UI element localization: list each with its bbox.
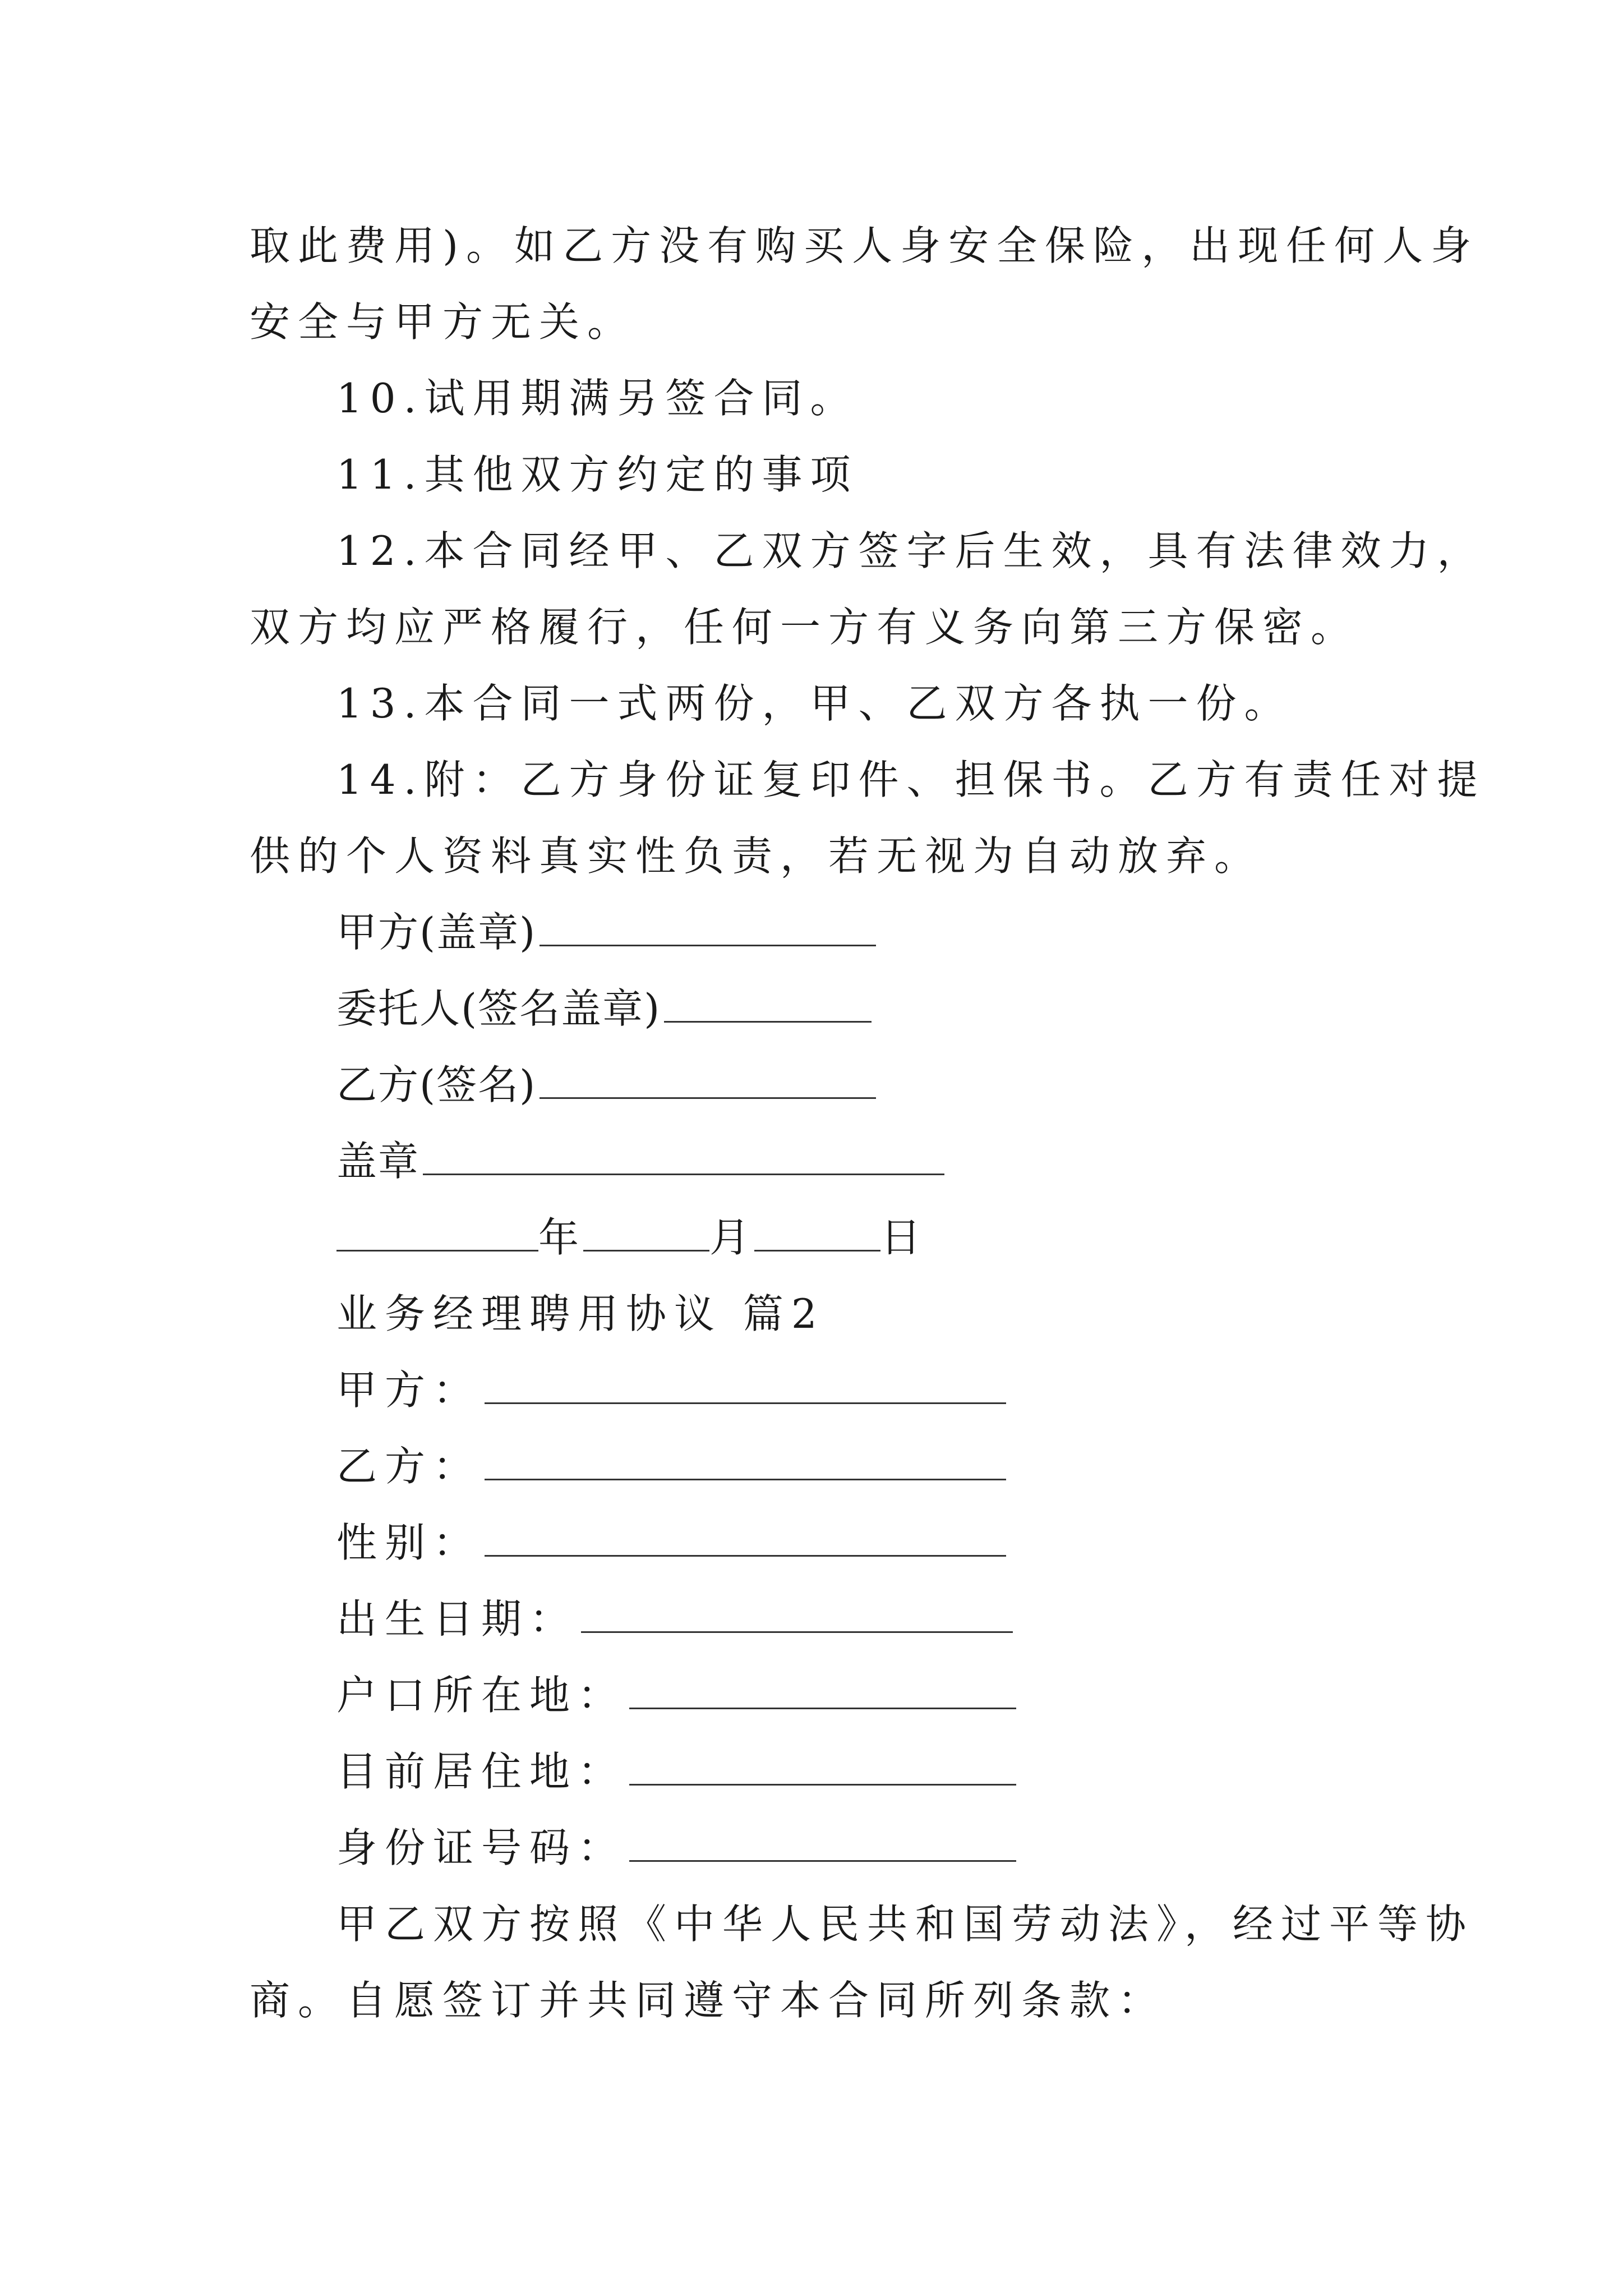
id-number-label: 身份证号码： (336, 1824, 626, 1871)
residence-label: 目前居住地： (336, 1748, 626, 1795)
hukou-row (336, 1669, 1016, 1721)
party-b-sign-blank[interactable] (540, 1062, 876, 1099)
birth-date-row (336, 1593, 1013, 1645)
clause-13: 13.本合同一式两份，甲、乙双方各执一份。 (336, 680, 1293, 727)
residence-blank[interactable] (629, 1749, 1016, 1786)
party-a-seal-row (336, 907, 876, 958)
day-blank[interactable] (754, 1215, 880, 1251)
agent-sign-blank[interactable] (664, 986, 872, 1023)
hukou-blank[interactable] (629, 1673, 1016, 1709)
intro-line2: 商。自愿签订并共同遵守本合同所列条款： (250, 1977, 1166, 2024)
party-a-row (336, 1364, 1006, 1416)
party-a-label: 甲方： (336, 1366, 482, 1414)
gender-row (336, 1517, 1006, 1568)
party-a-seal-blank[interactable] (540, 910, 876, 946)
year-label: 年 (538, 1214, 580, 1261)
id-number-blank[interactable] (629, 1825, 1016, 1862)
month-blank[interactable] (583, 1215, 709, 1251)
agent-sign-label: 委托人(签名盖章) (336, 985, 661, 1032)
clause-12-line1: 12.本合同经甲、乙双方签字后生效，具有法律效力， (336, 527, 1486, 574)
hukou-label: 户口所在地： (336, 1672, 626, 1719)
party-b-sign-label: 乙方(签名) (336, 1061, 537, 1108)
year-blank[interactable] (336, 1215, 538, 1251)
month-label: 月 (709, 1214, 751, 1261)
seal-row (336, 1135, 944, 1187)
day-label: 日 (880, 1214, 923, 1261)
party-b-row (336, 1441, 1006, 1492)
clause-10: 10.试用期满另签合同。 (336, 375, 859, 422)
id-number-row (336, 1822, 1016, 1874)
seal-label: 盖章 (336, 1138, 420, 1185)
party-b-blank[interactable] (485, 1444, 1006, 1480)
gender-blank[interactable] (485, 1520, 1006, 1557)
clause-14-line2: 供的个人资料真实性负责，若无视为自动放弃。 (250, 832, 1263, 880)
seal-blank[interactable] (423, 1139, 944, 1175)
section-2-title: 业务经理聘用协议 篇2 (336, 1290, 825, 1337)
gender-label: 性别： (336, 1519, 482, 1566)
clause-12-line2: 双方均应严格履行，任何一方有义务向第三方保密。 (250, 604, 1359, 651)
party-a-blank[interactable] (485, 1368, 1006, 1404)
birth-date-blank[interactable] (581, 1596, 1013, 1633)
party-b-label: 乙方： (336, 1443, 482, 1490)
clause-14-line1: 14.附：乙方身份证复印件、担保书。乙方有责任对提 (336, 756, 1486, 803)
paragraph-line: 安全与甲方无关。 (250, 298, 636, 346)
date-row (336, 1212, 922, 1263)
residence-row (336, 1746, 1016, 1797)
agent-sign-row (336, 983, 872, 1034)
clause-11: 11.其他双方约定的事项 (336, 451, 859, 498)
party-b-sign-row (336, 1059, 876, 1111)
paragraph-line: 取此费用)。如乙方没有购买人身安全保险，出现任何人身 (250, 222, 1479, 269)
intro-line1: 甲乙双方按照《中华人民共和国劳动法》，经过平等协 (336, 1901, 1474, 1948)
party-a-seal-label: 甲方(盖章) (336, 909, 537, 956)
birth-date-label: 出生日期： (336, 1595, 578, 1642)
